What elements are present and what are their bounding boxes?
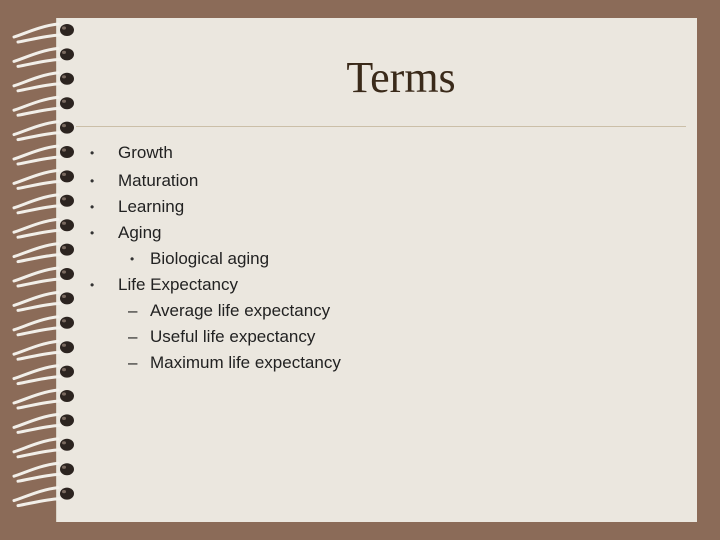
title-divider: [76, 126, 686, 127]
binding-ring-icon: [14, 24, 74, 42]
sub-list-item: Biological aging: [150, 249, 270, 268]
bullet-marker: •: [90, 226, 95, 240]
binding-ring-icon: [14, 268, 74, 286]
list-item: Aging: [118, 223, 162, 242]
bullet-marker: •: [90, 146, 95, 160]
binding-ring-icon: [14, 170, 74, 188]
slide-title: Terms: [346, 53, 456, 102]
binding-ring-icon: [14, 488, 74, 506]
binding-ring-icon: [14, 244, 74, 262]
list-item: Maturation: [118, 171, 199, 190]
bullet-marker: •: [90, 278, 95, 292]
binding-ring-icon: [14, 146, 74, 164]
sub-list-item: Maximum life expectancy: [150, 353, 341, 372]
binding-ring-icon: [14, 366, 74, 384]
list-item: Growth: [118, 143, 173, 162]
binding-ring-icon: [14, 341, 74, 359]
binding-ring-icon: [14, 195, 74, 213]
binding-ring-icon: [14, 292, 74, 310]
list-item: Life Expectancy: [118, 275, 239, 294]
binding-ring-icon: [14, 463, 74, 481]
sub-dash-marker: –: [128, 301, 138, 320]
bullet-marker: •: [90, 200, 95, 214]
binding-ring-icon: [14, 390, 74, 408]
sub-list-item: Average life expectancy: [150, 301, 331, 320]
sub-dash-marker: –: [128, 327, 138, 346]
sub-list-item: Useful life expectancy: [150, 327, 316, 346]
list-item: Learning: [118, 197, 185, 216]
sub-dash-marker: –: [128, 353, 138, 372]
binding-ring-icon: [14, 122, 74, 140]
binding-ring-icon: [14, 439, 74, 457]
binding-ring-icon: [14, 219, 74, 237]
binding-ring-icon: [14, 414, 74, 432]
bullet-marker: •: [90, 174, 95, 188]
sub-bullet-marker: •: [130, 252, 135, 266]
binding-ring-icon: [14, 317, 74, 335]
